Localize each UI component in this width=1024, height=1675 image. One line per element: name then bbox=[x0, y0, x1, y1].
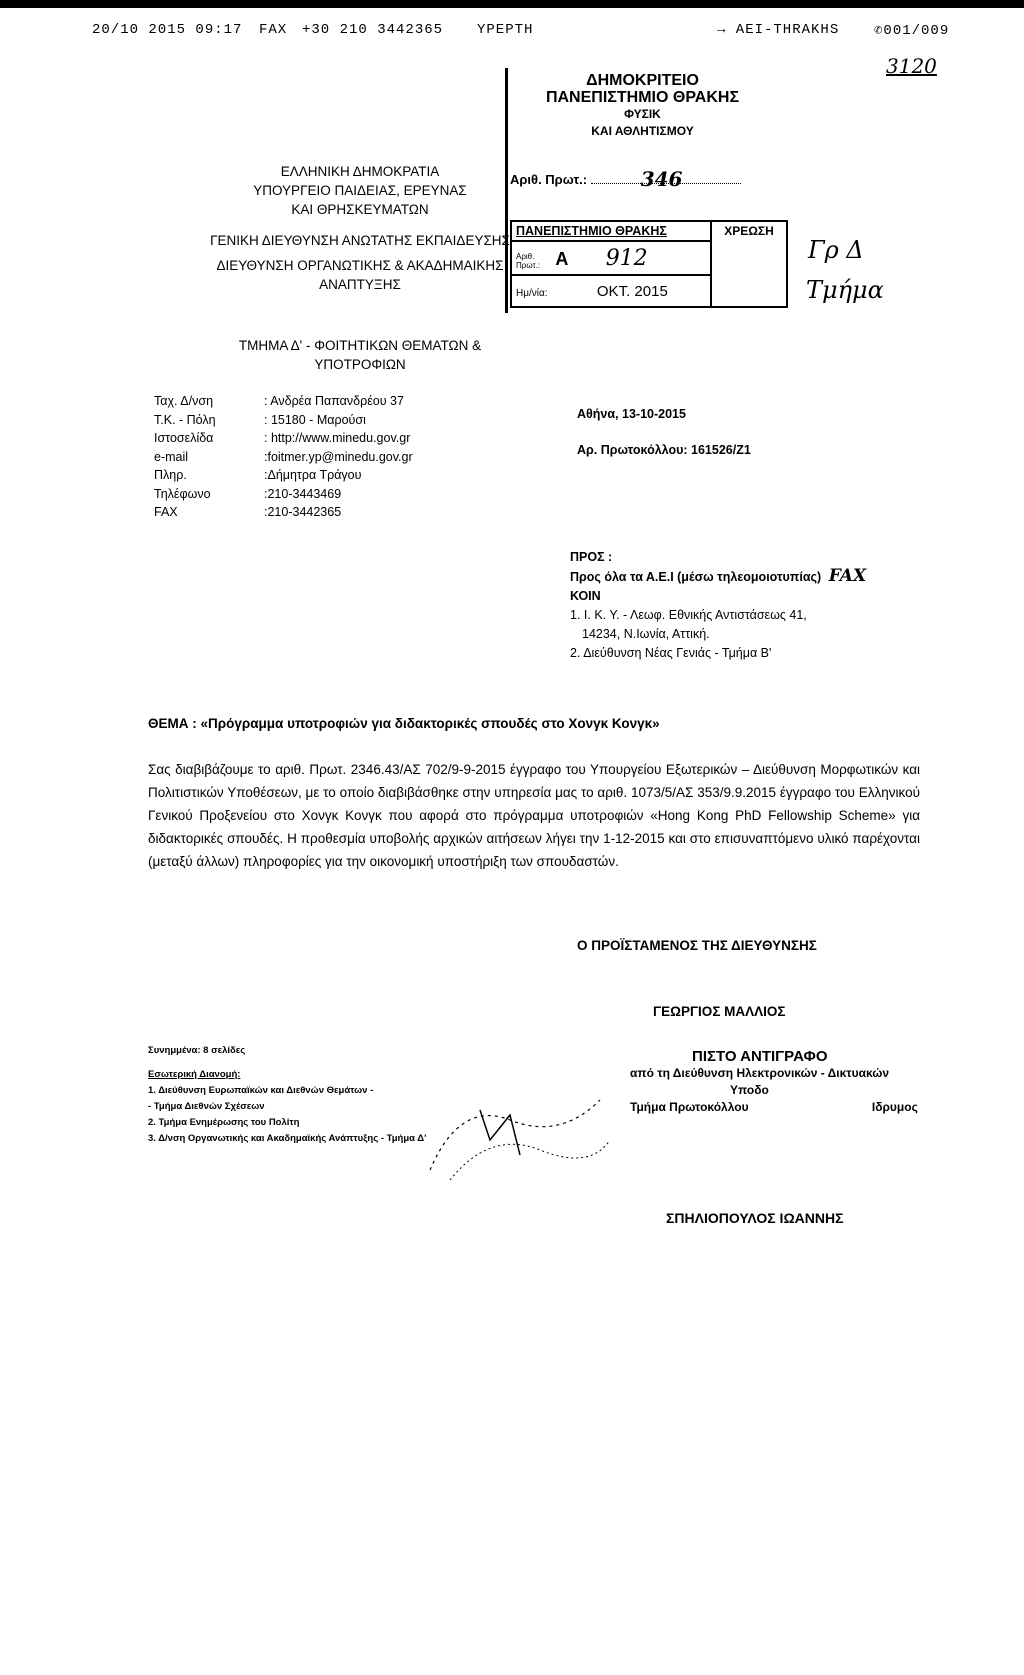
attach-spacer bbox=[148, 1059, 426, 1067]
top-border bbox=[0, 0, 1024, 8]
reg-charge: ΧΡΕΩΣΗ bbox=[711, 221, 787, 307]
handwritten-note: Τμήμα bbox=[806, 276, 884, 304]
distribution-item: - Τμήμα Διεθνών Σχέσεων bbox=[148, 1101, 265, 1112]
handwritten-note: Γρ Δ bbox=[808, 236, 864, 264]
contact-label: FAX bbox=[154, 505, 178, 519]
internal-distribution-label: Εσωτερική Διανομή: bbox=[148, 1069, 241, 1080]
to-value: Προς όλα τα Α.Ε.Ι (μέσω τηλεομοιοτυπίας) bbox=[570, 570, 822, 584]
fax-phone: +30 210 3442365 bbox=[302, 22, 444, 38]
stamp-line: ΚΑΙ ΑΘΛΗΤΙΣΜΟΥ bbox=[591, 124, 694, 138]
reg-date-cell bbox=[511, 275, 711, 307]
contact-label: e-mail bbox=[154, 449, 189, 464]
contact-label: Πληρ. bbox=[154, 468, 187, 482]
stamp-prot-line bbox=[591, 167, 741, 191]
letter-date: Αθήνα, 13-10-2015 bbox=[577, 407, 686, 421]
ministry-line: ΕΛΛΗΝΙΚΗ ΔΗΜΟΚΡΑΤΙΑ bbox=[280, 164, 440, 179]
contact-value: :foitmer.yp@minedu.gov.gr bbox=[264, 449, 413, 464]
fax-page: ✆001/009 bbox=[874, 23, 950, 39]
seal-stamp bbox=[420, 1080, 620, 1190]
stamp-line: ΦΥΣΙΚ bbox=[624, 107, 661, 121]
reg-arith-cell bbox=[511, 241, 711, 275]
reg-arith-label: Αριθ. Πρωτ.: bbox=[516, 252, 541, 271]
cert-line: Υποδο bbox=[730, 1083, 769, 1097]
reg-date: ΟΚΤ. 2015 bbox=[596, 282, 668, 300]
contact-value: :210-3442365 bbox=[264, 505, 342, 519]
certification-stamp bbox=[630, 1048, 918, 1116]
letter-subject: ΘΕΜΑ : «Πρόγραμμα υποτροφιών για διδακτορικές σπουδές στο Χονγκ Κονγκ» bbox=[148, 716, 660, 731]
ministry-line: ΑΝΑΠΤΥΞΗΣ bbox=[319, 277, 401, 292]
seal-stroke bbox=[480, 1110, 520, 1155]
signature-title: Ο ΠΡΟΪΣΤΑΜΕΝΟΣ ΤΗΣ ΔΙΕΥΘΥΝΣΗΣ bbox=[577, 938, 817, 953]
cert-line-row bbox=[630, 1099, 918, 1116]
stamp-line: ΠΑΝΕΠΙΣΤΗΜΙΟ ΘΡΑΚΗΣ bbox=[545, 89, 740, 106]
letter-body: Σας διαβιβάζουμε το αριθ. Πρωτ. 2346.43/ΑΣ 702/9-9-2015 έγγραφο του Υπουργείου Εξωτερικών – Διεύθυνση Μορφωτικών και Πολιτιστικών Υποθέσεων, με το οποίο διαβιβάσθηκε στην υπηρεσία μας το αριθ. 1073/5/ΑΣ 353/9.9.2015 έγγραφο του Ελληνικού Γενικού Προξενείου στο Χονγκ Κονγκ που αφορά στο πρόγραμμα υποτροφιών «Hong Kong PhD Fellowship Scheme» για διδακτορικές σπουδές. Η προθεσμία υποβολής αρχικών αιτήσεων λήγει την 1-12-2015 και στο επισυναπτόμενο υλικό παρέχονται (μεταξύ άλλων) πληροφορίες για την οικονομική υποστήριξη των σπουδαστών. bbox=[148, 762, 920, 869]
fax-handnote: FAX bbox=[828, 566, 867, 586]
distribution-item: 2. Τμήμα Ενημέρωσης του Πολίτη bbox=[148, 1117, 300, 1128]
contact-label: Ταχ. Δ/νση bbox=[154, 394, 214, 408]
recipients-block bbox=[570, 548, 870, 663]
reg-number: 912 bbox=[605, 245, 648, 271]
reg-date-label: Ημ/νία: bbox=[516, 287, 548, 299]
ministry-line: ΥΠΟΥΡΓΕΙΟ ΠΑΙΔΕΙΑΣ, ΕΡΕΥΝΑΣ bbox=[253, 183, 467, 198]
fax-label: FAX bbox=[259, 22, 288, 38]
signature-name: ΓΕΩΡΓΙΟΣ ΜΑΛΛΙΟΣ bbox=[653, 1004, 786, 1019]
cert-title: ΠΙΣΤΟ ΑΝΤΙΓΡΑΦΟ bbox=[692, 1048, 828, 1065]
department-line: ΥΠΟΤΡΟΦΙΩΝ bbox=[314, 357, 406, 372]
cert-line: από τη Διεύθυνση Ηλεκτρονικών - Δικτυακών bbox=[630, 1066, 890, 1080]
cert-line: Ιδρυμος bbox=[871, 1100, 918, 1114]
contact-value: :Δήμητρα Τράγου bbox=[264, 468, 362, 482]
fax-sender: YPEPTH bbox=[477, 22, 534, 38]
enclosed-count: Συνημμένα: 8 σελίδες bbox=[148, 1045, 246, 1056]
department-line: ΤΜΗΜΑ Δ' - ΦΟΙΤΗΤΙΚΩΝ ΘΕΜΑΤΩΝ & bbox=[238, 338, 482, 353]
cc-label: ΚΟΙΝ bbox=[570, 589, 601, 603]
cc-item: 2. Διεύθυνση Νέας Γενιάς - Τμήμα Β' bbox=[570, 646, 772, 660]
department-header bbox=[180, 336, 540, 374]
to-label: ΠΡΟΣ : bbox=[570, 550, 613, 564]
attachments-block bbox=[148, 1043, 426, 1147]
ministry-line: ΔΙΕΥΘΥΝΣΗ ΟΡΓΑΝΩΤΙΚΗΣ & ΑΚΑΔΗΜΑΙΚΗΣ bbox=[216, 258, 504, 273]
cc-item: 1. Ι. Κ. Υ. - Λεωφ. Εθνικής Αντιστάσεως 41, bbox=[570, 608, 807, 622]
stamp-protocol bbox=[510, 167, 741, 191]
university-stamp bbox=[515, 72, 770, 140]
contact-value: : http://www.minedu.gov.gr bbox=[264, 431, 411, 445]
date-protocol-block bbox=[577, 396, 751, 468]
registration-stamp bbox=[510, 220, 788, 308]
fax-datetime: 20/10 2015 09:17 bbox=[92, 22, 243, 38]
letter-protocol: Αρ. Πρωτοκόλλου: 161526/Ζ1 bbox=[577, 443, 751, 457]
stamp-prot-label: Αριθ. Πρωτ.: bbox=[510, 172, 588, 187]
seal-stroke bbox=[450, 1140, 610, 1180]
contact-value: : 15180 - Μαρούσι bbox=[264, 412, 366, 427]
certifier-name: ΣΠΗΛΙΟΠΟΥΛΟΣ ΙΩΑΝΝΗΣ bbox=[666, 1210, 844, 1226]
contact-label: Τηλέφωνο bbox=[154, 486, 211, 501]
to-row bbox=[570, 567, 870, 587]
handwritten-ref: 3120 bbox=[886, 54, 937, 78]
ministry-header bbox=[180, 162, 540, 294]
cert-line: Τμήμα Πρωτοκόλλου bbox=[630, 1100, 749, 1114]
stamp-prot-number: 346 bbox=[640, 167, 683, 191]
cc-item: 14234, Ν.Ιωνία, Αττική. bbox=[582, 627, 710, 641]
contact-value: :210-3443469 bbox=[264, 486, 342, 501]
contact-label: Ιστοσελίδα bbox=[154, 431, 214, 445]
distribution-item: 1. Διεύθυνση Ευρωπαϊκών και Διεθνών Θεμάτων - bbox=[148, 1085, 374, 1096]
reg-arith-value: Α bbox=[555, 248, 569, 269]
stamp-line: ΔΗΜΟΚΡΙΤΕΙΟ bbox=[586, 72, 699, 89]
contact-label: Τ.Κ. - Πόλη bbox=[154, 412, 216, 427]
reg-university: ΠΑΝΕΠΙΣΤΗΜΙΟ ΘΡΑΚΗΣ bbox=[511, 221, 711, 241]
ministry-line: ΚΑΙ ΘΡΗΣΚΕΥΜΑΤΩΝ bbox=[291, 202, 429, 217]
contact-value: : Ανδρέα Παπανδρέου 37 bbox=[264, 394, 404, 408]
ministry-line: ΓΕΝΙΚΗ ΔΙΕΥΘΥΝΣΗ ΑΝΩΤΑΤΗΣ ΕΚΠΑΙΔΕΥΣΗΣ bbox=[210, 233, 510, 248]
distribution-item: 3. Δ/νση Οργανωτικής και Ακαδημαϊκής Ανάπτυξης - Τμήμα Δ' bbox=[148, 1133, 427, 1144]
fax-recipient: → AEI-THRAKHS bbox=[717, 22, 840, 38]
ministry-spacer bbox=[180, 219, 540, 231]
